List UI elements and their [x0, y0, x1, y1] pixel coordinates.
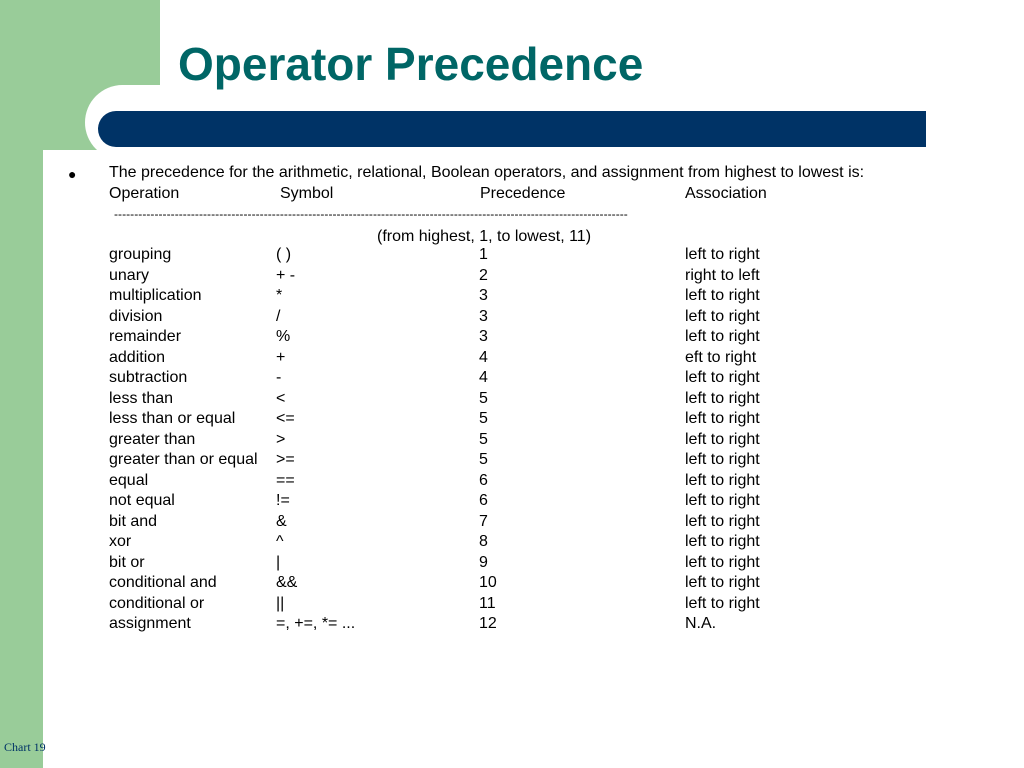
association-cell: left to right	[685, 430, 760, 448]
operation-cell: unary	[109, 266, 150, 284]
operation-cell: bit and	[109, 512, 158, 530]
operation-cell: conditional or	[109, 594, 205, 612]
precedence-cell: 6	[479, 492, 488, 509]
precedence-cell: 2	[479, 266, 488, 284]
symbol-cell: ==	[276, 471, 295, 489]
header-precedence: Precedence	[480, 185, 566, 202]
operation-cell: greater than or equal	[109, 451, 258, 468]
symbol-cell: ^	[276, 533, 284, 550]
title-underline-bar	[98, 111, 926, 147]
slide-title: Operator Precedence	[178, 38, 644, 90]
precedence-cell: 5	[479, 410, 488, 427]
association-cell: left to right	[685, 451, 760, 468]
association-cell: left to right	[685, 389, 760, 407]
precedence-cell: 5	[479, 430, 488, 448]
symbol-cell: &&	[276, 574, 298, 591]
association-cell: left to right	[685, 328, 760, 345]
precedence-cell: 3	[479, 287, 488, 304]
header-operation: Operation	[109, 185, 180, 202]
symbol-cell: + -	[276, 266, 296, 284]
symbol-cell: ||	[276, 594, 285, 612]
operation-cell: addition	[109, 348, 166, 366]
association-cell: N.A.	[685, 615, 717, 632]
precedence-cell: 5	[479, 389, 488, 407]
symbol-cell: %	[276, 328, 291, 345]
association-cell: right to left	[685, 266, 760, 284]
symbol-cell: <=	[276, 410, 295, 427]
symbol-cell: |	[276, 553, 281, 571]
operation-cell: subtraction	[109, 369, 188, 386]
association-cell: left to right	[685, 287, 760, 304]
association-cell: left to right	[685, 594, 760, 612]
precedence-cell: 8	[479, 533, 488, 550]
operation-cell: less than	[109, 389, 174, 407]
symbol-cell: ( )	[276, 246, 292, 263]
association-cell: left to right	[685, 533, 760, 550]
operation-cell: equal	[109, 471, 149, 489]
operation-cell: assignment	[109, 615, 191, 632]
header-association: Association	[685, 185, 767, 202]
association-cell: left to right	[685, 307, 760, 325]
operation-cell: multiplication	[109, 287, 202, 304]
symbol-cell: >=	[276, 451, 295, 468]
precedence-cell: 10	[479, 574, 497, 591]
precedence-cell: 3	[479, 328, 488, 345]
association-cell: left to right	[685, 471, 760, 489]
association-cell: eft to right	[685, 348, 757, 366]
precedence-note: (from highest, 1, to lowest, 11)	[377, 228, 592, 245]
bullet-icon: ●	[68, 166, 77, 182]
symbol-cell: /	[276, 307, 281, 325]
operation-cell: grouping	[109, 246, 172, 263]
operation-cell: not equal	[109, 492, 175, 509]
intro-text: The precedence for the arithmetic, relational, Boolean operators, and assignment from highest to lowest is:	[109, 164, 865, 181]
association-cell: left to right	[685, 574, 760, 591]
operation-cell: less than or equal	[109, 410, 236, 427]
symbol-cell: <	[276, 389, 286, 407]
operation-cell: xor	[109, 533, 132, 550]
operation-cell: division	[109, 307, 163, 325]
precedence-cell: 4	[479, 369, 488, 386]
precedence-cell: 12	[479, 615, 497, 632]
slide-footer: Chart 19	[4, 740, 46, 754]
precedence-cell: 3	[479, 307, 488, 325]
symbol-cell: -	[276, 369, 282, 386]
symbol-cell: !=	[276, 492, 290, 509]
association-cell: left to right	[685, 492, 760, 509]
precedence-cell: 11	[479, 594, 496, 612]
precedence-cell: 4	[479, 348, 488, 366]
symbol-cell: &	[276, 512, 287, 530]
precedence-cell: 1	[479, 246, 488, 263]
operation-cell: conditional and	[109, 574, 217, 591]
symbol-cell: >	[276, 430, 286, 448]
divider-line: -------------------------------------------------------------------------------------------------------------------------------	[114, 207, 628, 221]
precedence-cell: 7	[479, 512, 488, 530]
operation-cell: greater than	[109, 430, 196, 448]
operation-cell: remainder	[109, 328, 182, 345]
precedence-cell: 5	[479, 451, 488, 468]
association-cell: left to right	[685, 410, 760, 427]
header-symbol: Symbol	[280, 185, 334, 202]
association-cell: left to right	[685, 369, 760, 386]
precedence-cell: 6	[479, 471, 488, 489]
association-cell: left to right	[685, 512, 760, 530]
operation-cell: bit or	[109, 553, 145, 571]
association-cell: left to right	[685, 246, 760, 263]
left-green-strip	[0, 0, 43, 768]
symbol-cell: +	[276, 348, 286, 366]
symbol-cell: =, +=, *= ...	[276, 615, 356, 632]
precedence-cell: 9	[479, 553, 488, 571]
association-cell: left to right	[685, 553, 760, 571]
symbol-cell: *	[276, 287, 283, 304]
